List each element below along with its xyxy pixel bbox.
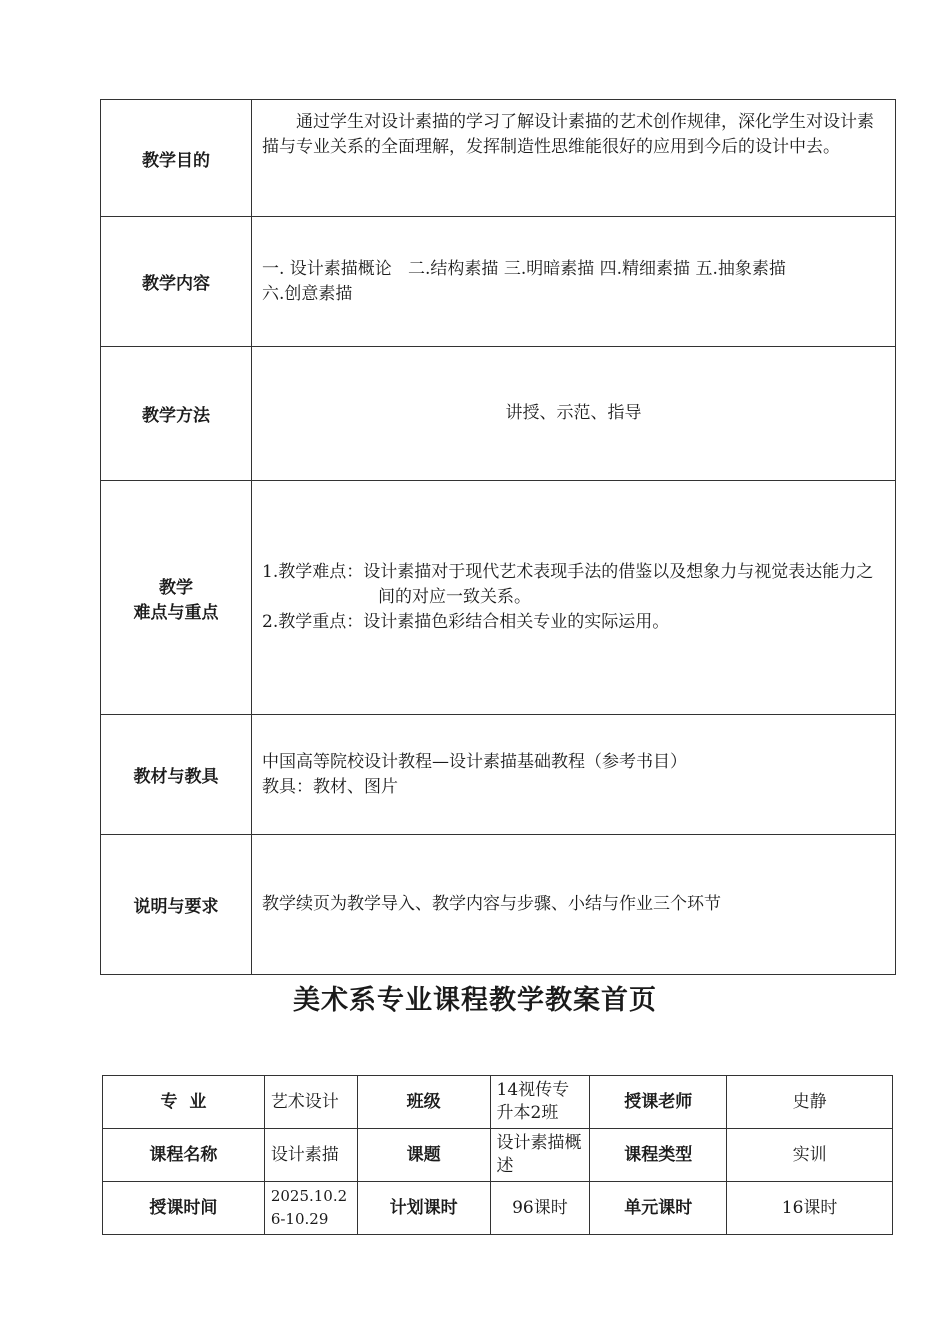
course-info-row [103,1129,893,1182]
notes-label: 说明与要求 [101,835,252,975]
unit-hours-value: 16课时 [727,1182,893,1235]
course-type-value: 实训 [727,1129,893,1182]
content-line-1: 一. 设计素描概论 二.结构素描 三.明暗素描 四.精细素描 五.抽象素描 [262,258,786,279]
materials-line-1: 中国高等院校设计教程—设计素描基础教程（参考书目） [262,751,687,772]
materials-line-2: 教具：教材、图片 [262,776,398,797]
class-value: 14视传专升本2班 [490,1076,590,1129]
objective-row [101,100,896,217]
objective-label: 教学目的 [101,100,252,217]
method-label: 教学方法 [101,347,252,481]
planned-hours-value: 96课时 [490,1182,590,1235]
method-row [101,347,896,481]
difficulty-text: 1.教学难点：设计素描对于现代艺术表现手法的借鉴以及想象力与视觉表达能力之间的对应一致关系。 [262,562,874,607]
page-title: 美术系专业课程教学教案首页 [293,985,657,1016]
course-name-value: 设计素描 [264,1129,357,1182]
lesson-plan-table [100,99,896,975]
class-label: 班级 [357,1076,490,1129]
difficulty-row [101,481,896,715]
course-type-label: 课程类型 [590,1129,727,1182]
teacher-label: 授课老师 [590,1076,727,1129]
difficulty-label-1: 教学 [159,577,193,598]
course-info-table [102,1075,893,1235]
content-line-2: 六.创意素描 [262,283,353,304]
content-row [101,217,896,347]
class-time-label: 授课时间 [103,1182,265,1235]
materials-row [101,715,896,835]
topic-value: 设计素描概述 [490,1129,590,1182]
notes-row [101,835,896,975]
topic-label: 课题 [357,1129,490,1182]
planned-hours-label: 计划课时 [357,1182,490,1235]
difficulty-label-2: 难点与重点 [133,602,219,623]
content-label: 教学内容 [101,217,252,347]
course-name-label: 课程名称 [103,1129,265,1182]
method-text: 讲授、示范、指导 [252,347,896,481]
objective-text: 通过学生对设计素描的学习了解设计素描的艺术创作规律，深化学生对设计素描与专业关系的全面理解，发挥制造性思维能很好的应用到今后的设计中去。 [262,112,874,157]
major-value: 艺术设计 [264,1076,357,1129]
major-label: 专 业 [103,1076,265,1129]
unit-hours-label: 单元课时 [590,1182,727,1235]
course-info-row [103,1182,893,1235]
teacher-value: 史静 [727,1076,893,1129]
course-info-row [103,1076,893,1129]
notes-text: 教学续页为教学导入、教学内容与步骤、小结与作业三个环节 [252,835,896,975]
class-time-value: 2025.10.26-10.29 [264,1182,357,1235]
key-point-text: 2.教学重点：设计素描色彩结合相关专业的实际运用。 [262,612,670,632]
materials-label: 教材与教具 [101,715,252,835]
